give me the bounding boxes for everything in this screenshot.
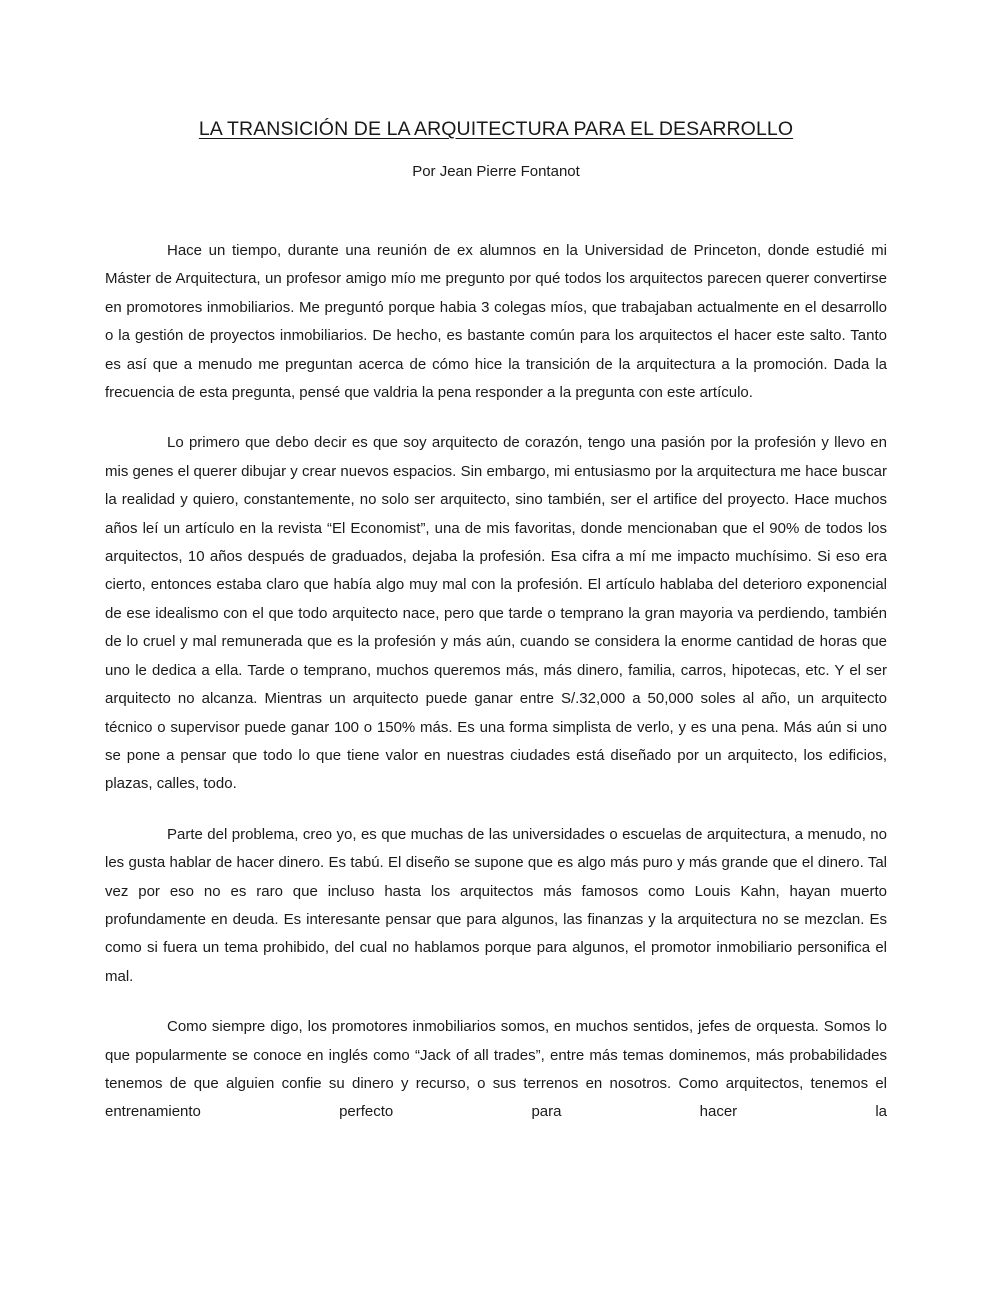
document-body (105, 237, 887, 1127)
paragraph-4: Como siempre digo, los promotores inmobiliarios somos, en muchos sentidos, jefes de orquesta. Somos lo que popularmente se conoce en inglés como “Jack of all trades”, entre más temas dominemos, más probabilidades tenemos de que alguien confie su dinero y recurso, o sus terrenos en nosotros. Como arquitectos, tenemos el entrenamiento perfecto para hacer la (105, 1018, 887, 1121)
paragraph-2: Lo primero que debo decir es que soy arquitecto de corazón, tengo una pasión por la profesión y llevo en mis genes el querer dibujar y crear nuevos espacios. Sin embargo, mi entusiasmo por la arquitectura me hace buscar la realidad y quiero, constantemente, no solo ser arquitecto, sino también, ser el artifice del proyecto. Hace muchos años leí un artículo en la revista “El Economist”, una de mis favoritas, donde mencionaban que el 90% de todos los arquitectos, 10 años después de graduados, dejaba la profesión. Esa cifra a mí me impacto muchísimo. Si eso era cierto, entonces estaba claro que había algo muy mal con la profesión. El artículo hablaba del deterioro exponencial de ese idealismo con el que todo arquitecto nace, pero que tarde o temprano la gran mayoria va perdiendo, también de lo cruel y mal remunerada que es la profesión y más aún, cuando se considera la enorme cantidad de horas que uno le dedica a ella. Tarde o temprano, muchos queremos más, más dinero, familia, carros, hipotecas, etc. Y el ser arquitecto no alcanza. Mientras un arquitecto puede ganar entre S/.32,000 a 50,000 soles al año, un arquitecto técnico o supervisor puede ganar 100 o 150% más. Es una forma simplista de verlo, y es una pena. Más aún si uno se pone a pensar que todo lo que tiene valor en nuestras ciudades está diseñado por un arquitecto, los edificios, plazas, calles, todo. (105, 434, 887, 793)
document-title: LA TRANSICIÓN DE LA ARQUITECTURA PARA EL DESARROLLO (198, 118, 794, 140)
paragraph-3: Parte del problema, creo yo, es que muchas de las universidades o escuelas de arquitectura, a menudo, no les gusta hablar de hacer dinero. Es tabú. El diseño se supone que es algo más puro y más grande que el dinero. Tal vez por eso no es raro que incluso hasta los arquitectos más famosos como Louis Kahn, hayan muerto profundamente en deuda. Es interesante pensar que para algunos, las finanzas y la arquitectura no se mezclan. Es como si fuera un tema prohibido, del cual no hablamos porque para algunos, el promotor inmobiliario personifica el mal. (105, 825, 887, 985)
author-byline: Por Jean Pierre Fontanot (412, 163, 580, 180)
paragraph-1: Hace un tiempo, durante una reunión de ex alumnos en la Universidad de Princeton, donde estudié mi Máster de Arquitectura, un profesor amigo mío me pregunto por qué todos los arquitectos parecen querer convertirse en promotores inmobiliarios. Me preguntó porque habia 3 colegas míos, que trabajaban actualmente en el desarrollo o la gestión de proyectos inmobiliarios. De hecho, es bastante común para los arquitectos el hacer este salto. Tanto es así que a menudo me preguntan acerca de cómo hice la transición de la arquitectura a la promoción. Dada la frecuencia de esta pregunta, pensé que valdria la pena responder a la pregunta con este artículo. (105, 242, 887, 402)
